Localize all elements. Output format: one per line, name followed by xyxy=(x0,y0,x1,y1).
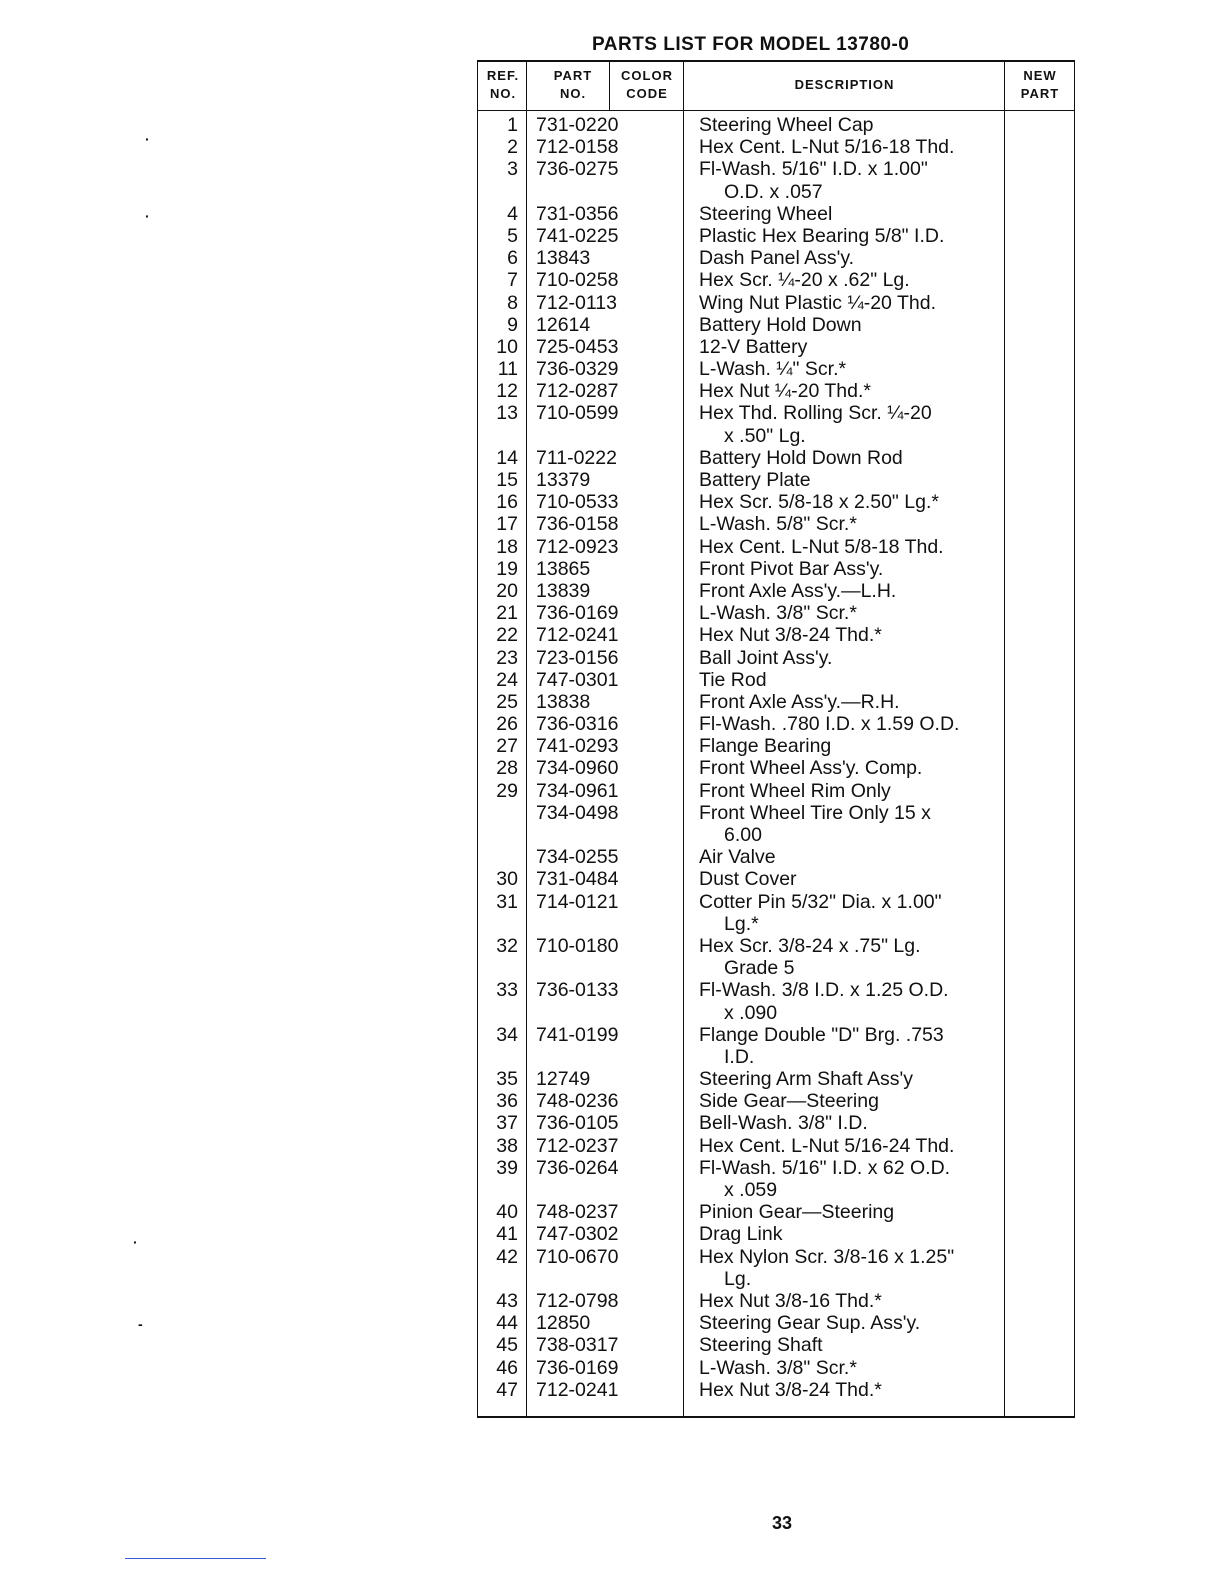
table-row xyxy=(478,735,1074,757)
part-no-cell: 736-0105 xyxy=(536,1112,619,1135)
part-no-cell: 731-0220 xyxy=(536,114,619,136)
description-cell: Hex Nylon Scr. 3/8-16 x 1.25" xyxy=(699,1245,955,1268)
part-no-cell: 734-0498 xyxy=(536,801,619,824)
description-cell: Fl-Wash. 5/16" I.D. x 62 O.D. xyxy=(699,1156,951,1179)
part-no-cell: 736-0133 xyxy=(536,979,619,1002)
table-row xyxy=(478,1112,1074,1134)
table-row xyxy=(478,181,1074,203)
table-row xyxy=(478,469,1074,491)
ref-cell: 16 xyxy=(496,491,518,514)
table-row xyxy=(478,1157,1074,1179)
description-cell: Fl-Wash. .780 I.D. x 1.59 O.D. xyxy=(699,713,960,736)
description-cell: Battery Hold Down Rod xyxy=(699,446,903,469)
ref-cell: 35 xyxy=(496,1068,518,1091)
table-row xyxy=(478,1290,1074,1312)
table-row xyxy=(478,1246,1074,1268)
ref-cell: 23 xyxy=(496,646,518,669)
description-cell: Fl-Wash. 5/16" I.D. x 1.00" xyxy=(699,158,928,181)
ref-cell: 20 xyxy=(496,579,518,602)
part-no-cell: 738-0317 xyxy=(536,1334,619,1357)
ref-cell: 45 xyxy=(496,1334,518,1357)
part-no-cell: 712-0158 xyxy=(536,136,619,159)
part-no-cell: 13839 xyxy=(536,579,591,602)
part-no-cell: 12749 xyxy=(536,1068,591,1091)
description-cell: Steering Gear Sup. Ass'y. xyxy=(699,1312,921,1335)
part-no-cell: 736-0275 xyxy=(536,158,619,181)
ref-cell: 29 xyxy=(496,779,518,802)
ref-cell: 36 xyxy=(496,1090,518,1113)
ref-cell: 27 xyxy=(496,735,518,758)
part-no-cell: 736-0169 xyxy=(536,1356,619,1379)
part-no-cell: 736-0329 xyxy=(536,358,619,381)
part-no-cell: 13865 xyxy=(536,557,591,580)
description-cell: Hex Nut 3/8-16 Thd.* xyxy=(699,1289,882,1312)
ref-cell: 6 xyxy=(507,247,518,270)
part-no-cell: 710-0180 xyxy=(536,934,619,957)
description-cell: Drag Link xyxy=(699,1223,783,1246)
part-no-cell: 736-0158 xyxy=(536,513,619,536)
ref-cell: 38 xyxy=(496,1134,518,1157)
table-row xyxy=(478,402,1074,424)
ref-cell: 21 xyxy=(496,602,518,625)
page-number: 33 xyxy=(772,1513,793,1533)
table-row xyxy=(478,425,1074,447)
part-no-cell: 710-0670 xyxy=(536,1245,619,1268)
description-cell: Front Wheel Tire Only 15 x xyxy=(699,801,931,824)
ref-cell: 2 xyxy=(507,136,518,159)
table-row xyxy=(478,1312,1074,1334)
description-cell: Dust Cover xyxy=(699,868,797,891)
description-cell: Front Axle Ass'y.—L.H. xyxy=(699,579,897,602)
description-cell: Steering Wheel xyxy=(699,202,833,225)
footer-rule xyxy=(125,1558,266,1559)
part-no-cell: 712-0237 xyxy=(536,1134,619,1157)
part-no-cell: 13843 xyxy=(536,247,591,270)
ref-cell: 41 xyxy=(496,1223,518,1246)
description-cell: Front Pivot Bar Ass'y. xyxy=(699,557,884,580)
table-row xyxy=(478,580,1074,602)
table-row xyxy=(478,846,1074,868)
header-ref-no: REF. NO. xyxy=(486,68,520,101)
part-no-cell: 736-0264 xyxy=(536,1156,619,1179)
part-no-cell: 712-0287 xyxy=(536,380,619,403)
part-no-cell: 748-0237 xyxy=(536,1201,619,1224)
part-no-cell: 725-0453 xyxy=(536,335,619,358)
table-row xyxy=(478,536,1074,558)
ref-cell: 8 xyxy=(507,291,518,314)
table-row xyxy=(478,913,1074,935)
part-no-cell: 734-0255 xyxy=(536,846,619,869)
part-no-cell: 712-0113 xyxy=(536,291,617,314)
part-no-cell: 714-0121 xyxy=(536,890,619,913)
table-row xyxy=(478,447,1074,469)
description-cell: 6.00 xyxy=(724,824,762,846)
ref-cell: 42 xyxy=(496,1245,518,1268)
description-cell: x .059 xyxy=(724,1179,778,1201)
table-row xyxy=(478,158,1074,180)
description-cell: Battery Plate xyxy=(699,469,811,491)
ref-cell: 22 xyxy=(496,624,518,647)
part-no-cell: 723-0156 xyxy=(536,646,619,669)
description-cell: Tie Rod xyxy=(699,668,767,691)
table-row xyxy=(478,1201,1074,1223)
description-cell: Hex Cent. L-Nut 5/8-18 Thd. xyxy=(699,535,944,558)
description-cell: L-Wash. 5/8" Scr.* xyxy=(699,513,857,536)
description-cell: Grade 5 xyxy=(724,957,795,980)
table-row xyxy=(478,136,1074,158)
description-cell: Lg.* xyxy=(724,912,759,935)
description-cell: L-Wash. 3/8" Scr.* xyxy=(699,602,857,625)
table-row xyxy=(478,513,1074,535)
ref-cell: 43 xyxy=(496,1289,518,1312)
ref-cell: 31 xyxy=(496,890,518,913)
part-no-cell: 13838 xyxy=(536,690,591,713)
part-no-cell: 747-0301 xyxy=(536,668,619,691)
description-cell: Steering Shaft xyxy=(699,1334,823,1357)
part-no-cell: 736-0316 xyxy=(536,713,619,736)
description-cell: Hex Scr. ¼-20 x .62" Lg. xyxy=(699,269,910,292)
header-part-no: PART NO. xyxy=(553,68,593,101)
part-no-cell: 12614 xyxy=(536,313,591,336)
description-cell: Hex Thd. Rolling Scr. ¼-20 xyxy=(699,402,932,425)
table-row xyxy=(478,757,1074,779)
table-row xyxy=(478,1002,1074,1024)
table-row xyxy=(478,314,1074,336)
description-cell: Front Wheel Ass'y. Comp. xyxy=(699,757,923,780)
ref-cell: 19 xyxy=(496,557,518,580)
description-cell: I.D. xyxy=(724,1045,755,1068)
ref-cell: 7 xyxy=(507,269,518,292)
header-color-code: COLOR CODE xyxy=(621,68,673,101)
table-row xyxy=(478,1223,1074,1245)
table-row xyxy=(478,225,1074,247)
table-row xyxy=(478,1357,1074,1379)
ref-cell: 13 xyxy=(496,402,518,425)
ref-cell: 30 xyxy=(496,868,518,891)
table-row xyxy=(478,868,1074,890)
table-row xyxy=(478,602,1074,624)
table-row xyxy=(478,1068,1074,1090)
ref-cell: 24 xyxy=(496,668,518,691)
description-cell: Steering Arm Shaft Ass'y xyxy=(699,1068,913,1091)
ref-cell: 5 xyxy=(507,224,518,247)
description-cell: Fl-Wash. 3/8 I.D. x 1.25 O.D. xyxy=(699,979,949,1002)
ref-cell: 17 xyxy=(496,513,518,536)
table-row xyxy=(478,802,1074,824)
scan-mark: · xyxy=(145,131,150,147)
table-row xyxy=(478,358,1074,380)
ref-cell: 34 xyxy=(496,1023,518,1046)
table-row xyxy=(478,780,1074,802)
description-cell: Hex Scr. 5/8-18 x 2.50" Lg.* xyxy=(699,491,939,514)
description-cell: Hex Cent. L-Nut 5/16-24 Thd. xyxy=(699,1134,955,1157)
ref-cell: 12 xyxy=(496,380,518,403)
scan-mark: - xyxy=(138,1316,143,1332)
description-cell: Plastic Hex Bearing 5/8" I.D. xyxy=(699,224,945,247)
table-row xyxy=(478,935,1074,957)
ref-cell: 26 xyxy=(496,713,518,736)
table-row xyxy=(478,1090,1074,1112)
header-description: DESCRIPTION xyxy=(794,77,895,92)
part-no-cell: 731-0484 xyxy=(536,868,619,891)
scan-mark: · xyxy=(145,208,150,224)
table-row xyxy=(478,269,1074,291)
description-cell: x .50" Lg. xyxy=(724,424,806,447)
part-no-cell: 734-0961 xyxy=(536,779,619,802)
page-title: PARTS LIST FOR MODEL 13780-0 xyxy=(592,34,910,55)
description-cell: Lg. xyxy=(724,1267,752,1290)
description-cell: Side Gear—Steering xyxy=(699,1090,879,1113)
description-cell: Pinion Gear—Steering xyxy=(699,1201,895,1224)
table-row xyxy=(478,1268,1074,1290)
part-no-cell: 12850 xyxy=(536,1312,591,1335)
part-no-cell: 710-0258 xyxy=(536,269,619,292)
header-new-part: NEW PART xyxy=(1020,68,1060,101)
description-cell: Hex Nut 3/8-24 Thd.* xyxy=(699,1378,882,1401)
table-row xyxy=(478,713,1074,735)
table-row xyxy=(478,1024,1074,1046)
table-row xyxy=(478,491,1074,513)
description-cell: 12-V Battery xyxy=(699,335,808,358)
part-no-cell: 741-0225 xyxy=(536,224,619,247)
table-row xyxy=(478,1046,1074,1068)
part-no-cell: 731-0356 xyxy=(536,202,619,225)
description-cell: Front Axle Ass'y.—R.H. xyxy=(699,690,900,713)
description-cell: Bell-Wash. 3/8" I.D. xyxy=(699,1112,868,1135)
column-divider xyxy=(609,62,610,110)
part-no-cell: 736-0169 xyxy=(536,602,619,625)
ref-cell: 25 xyxy=(496,690,518,713)
description-cell: L-Wash. 3/8" Scr.* xyxy=(699,1356,857,1379)
scan-mark: · xyxy=(133,1234,138,1250)
ref-cell: 37 xyxy=(496,1112,518,1135)
ref-cell: 39 xyxy=(496,1156,518,1179)
ref-cell: 33 xyxy=(496,979,518,1002)
table-row xyxy=(478,1379,1074,1401)
description-cell: Steering Wheel Cap xyxy=(699,114,874,136)
part-no-cell: 741-0199 xyxy=(536,1023,619,1046)
description-cell: Dash Panel Ass'y. xyxy=(699,247,855,270)
ref-cell: 4 xyxy=(507,202,518,225)
ref-cell: 1 xyxy=(507,114,518,136)
ref-cell: 44 xyxy=(496,1312,518,1335)
table-row xyxy=(478,624,1074,646)
part-no-cell: 710-0599 xyxy=(536,402,619,425)
ref-cell: 46 xyxy=(496,1356,518,1379)
description-cell: Flange Double "D" Brg. .753 xyxy=(699,1023,944,1046)
part-no-cell: 712-0798 xyxy=(536,1289,619,1312)
table-row xyxy=(478,691,1074,713)
description-cell: Hex Nut ¼-20 Thd.* xyxy=(699,380,871,403)
description-cell: L-Wash. ¼" Scr.* xyxy=(699,358,847,381)
table-row xyxy=(478,380,1074,402)
description-cell: Wing Nut Plastic ¼-20 Thd. xyxy=(699,291,936,314)
description-cell: Hex Cent. L-Nut 5/16-18 Thd. xyxy=(699,136,955,159)
description-cell: O.D. x .057 xyxy=(724,180,823,203)
table-row xyxy=(478,957,1074,979)
description-cell: Hex Scr. 3/8-24 x .75" Lg. xyxy=(699,934,921,957)
table-row xyxy=(478,292,1074,314)
ref-cell: 9 xyxy=(507,313,518,336)
description-cell: Flange Bearing xyxy=(699,735,832,758)
ref-cell: 14 xyxy=(496,446,518,469)
table-row xyxy=(478,203,1074,225)
description-cell: Battery Hold Down xyxy=(699,313,862,336)
part-no-cell: 712-0241 xyxy=(536,1378,619,1401)
parts-rows xyxy=(478,114,1074,1401)
part-no-cell: 710-0533 xyxy=(536,491,619,514)
header-divider xyxy=(478,110,1074,111)
table-row xyxy=(478,247,1074,269)
description-cell: x .090 xyxy=(724,1001,778,1024)
part-no-cell: 747-0302 xyxy=(536,1223,619,1246)
part-no-cell: 712-0241 xyxy=(536,624,619,647)
table-row xyxy=(478,1334,1074,1356)
ref-cell: 15 xyxy=(496,469,518,491)
table-row xyxy=(478,1135,1074,1157)
ref-cell: 47 xyxy=(496,1378,518,1401)
part-no-cell: 734-0960 xyxy=(536,757,619,780)
part-no-cell: 711-0222 xyxy=(536,446,617,469)
ref-cell: 28 xyxy=(496,757,518,780)
ref-cell: 32 xyxy=(496,934,518,957)
description-cell: Hex Nut 3/8-24 Thd.* xyxy=(699,624,882,647)
part-no-cell: 748-0236 xyxy=(536,1090,619,1113)
part-no-cell: 13379 xyxy=(536,469,591,491)
table-row xyxy=(478,1179,1074,1201)
part-no-cell: 741-0293 xyxy=(536,735,619,758)
table-row xyxy=(478,824,1074,846)
table-row xyxy=(478,979,1074,1001)
description-cell: Air Valve xyxy=(699,846,776,869)
part-no-cell: 712-0923 xyxy=(536,535,619,558)
table-row xyxy=(478,114,1074,136)
description-cell: Front Wheel Rim Only xyxy=(699,779,891,802)
table-row xyxy=(478,647,1074,669)
table-row xyxy=(478,336,1074,358)
description-cell: Cotter Pin 5/32" Dia. x 1.00" xyxy=(699,890,942,913)
table-row xyxy=(478,558,1074,580)
ref-cell: 10 xyxy=(496,335,518,358)
table-row xyxy=(478,891,1074,913)
ref-cell: 3 xyxy=(507,158,518,181)
parts-table xyxy=(477,60,1075,1418)
ref-cell: 18 xyxy=(496,535,518,558)
ref-cell: 11 xyxy=(497,358,518,381)
ref-cell: 40 xyxy=(496,1201,518,1224)
table-row xyxy=(478,669,1074,691)
description-cell: Ball Joint Ass'y. xyxy=(699,646,833,669)
